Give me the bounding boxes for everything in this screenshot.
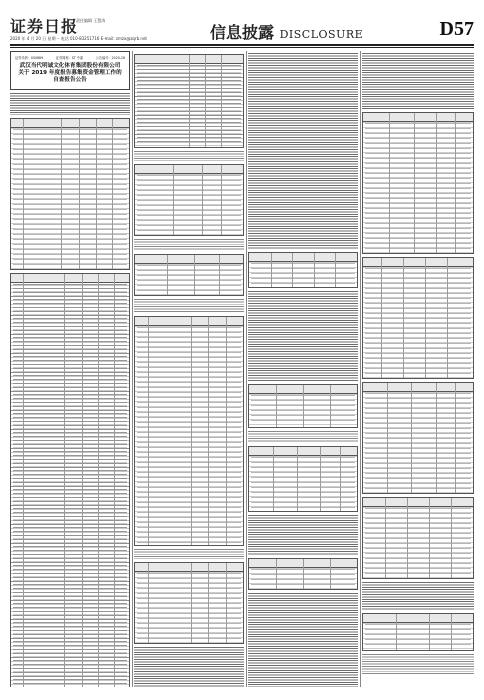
text-block — [248, 291, 358, 381]
section-title-cn: 信息披露 — [210, 23, 275, 42]
text-block — [134, 151, 244, 161]
dateline: 2020 年 4 月 20 日 星期一 电话 010-83251716 E-mail: zmzx@zqrb.net — [10, 36, 147, 41]
section-title-en: DISCLOSURE — [279, 28, 364, 41]
masthead-rule-thin — [10, 47, 474, 48]
announcement-number: 公告编号：2020-28 — [95, 56, 125, 60]
data-table — [248, 446, 358, 512]
data-table — [134, 54, 244, 148]
text-block — [134, 647, 244, 687]
column-2 — [134, 51, 244, 687]
article-title — [13, 63, 127, 85]
column-divider — [132, 51, 133, 687]
newspaper-logo: 证券日报 — [10, 17, 79, 36]
editor-line: 责任编辑 王慧涛 — [76, 18, 106, 23]
page-number: D57 — [439, 18, 474, 40]
stock-code: 证券代码：000889 — [15, 56, 44, 60]
data-table — [248, 384, 358, 428]
data-table — [362, 257, 474, 379]
article-title-line: 自查报告公告 — [53, 77, 87, 84]
data-table — [248, 252, 358, 288]
text-block — [134, 299, 244, 313]
data-table — [10, 118, 130, 270]
column-3 — [248, 51, 358, 687]
data-table — [134, 164, 244, 236]
section-title — [210, 20, 363, 43]
masthead-rule-thick — [10, 44, 474, 46]
column-4 — [362, 51, 474, 687]
data-table — [362, 112, 474, 254]
text-block — [248, 53, 358, 249]
text-block — [10, 93, 130, 115]
data-table — [134, 562, 244, 644]
text-block — [362, 53, 474, 109]
text-block — [134, 549, 244, 559]
data-table — [134, 316, 244, 546]
article-header — [10, 51, 130, 90]
data-table — [362, 382, 474, 494]
masthead — [10, 14, 474, 54]
data-table — [362, 497, 474, 579]
data-table — [134, 254, 244, 296]
data-table — [10, 273, 130, 687]
data-table — [362, 613, 474, 651]
data-table — [248, 558, 358, 590]
text-block — [134, 239, 244, 251]
text-block — [248, 593, 358, 687]
text-block — [362, 654, 474, 674]
text-block — [248, 515, 358, 555]
column-divider — [360, 51, 361, 687]
stock-abbr: 证券简称：ST 中嘉 — [55, 56, 84, 60]
column-divider — [246, 51, 247, 687]
text-block — [362, 582, 474, 610]
article-title-line: 关于 2019 年度报告募集资金管理工作的 — [18, 70, 122, 77]
stock-code-line — [13, 55, 127, 63]
column-1 — [10, 51, 130, 687]
text-block — [248, 431, 358, 443]
article-title-line: 武汉当代明诚文化体育集团股份有限公司 — [19, 63, 121, 69]
